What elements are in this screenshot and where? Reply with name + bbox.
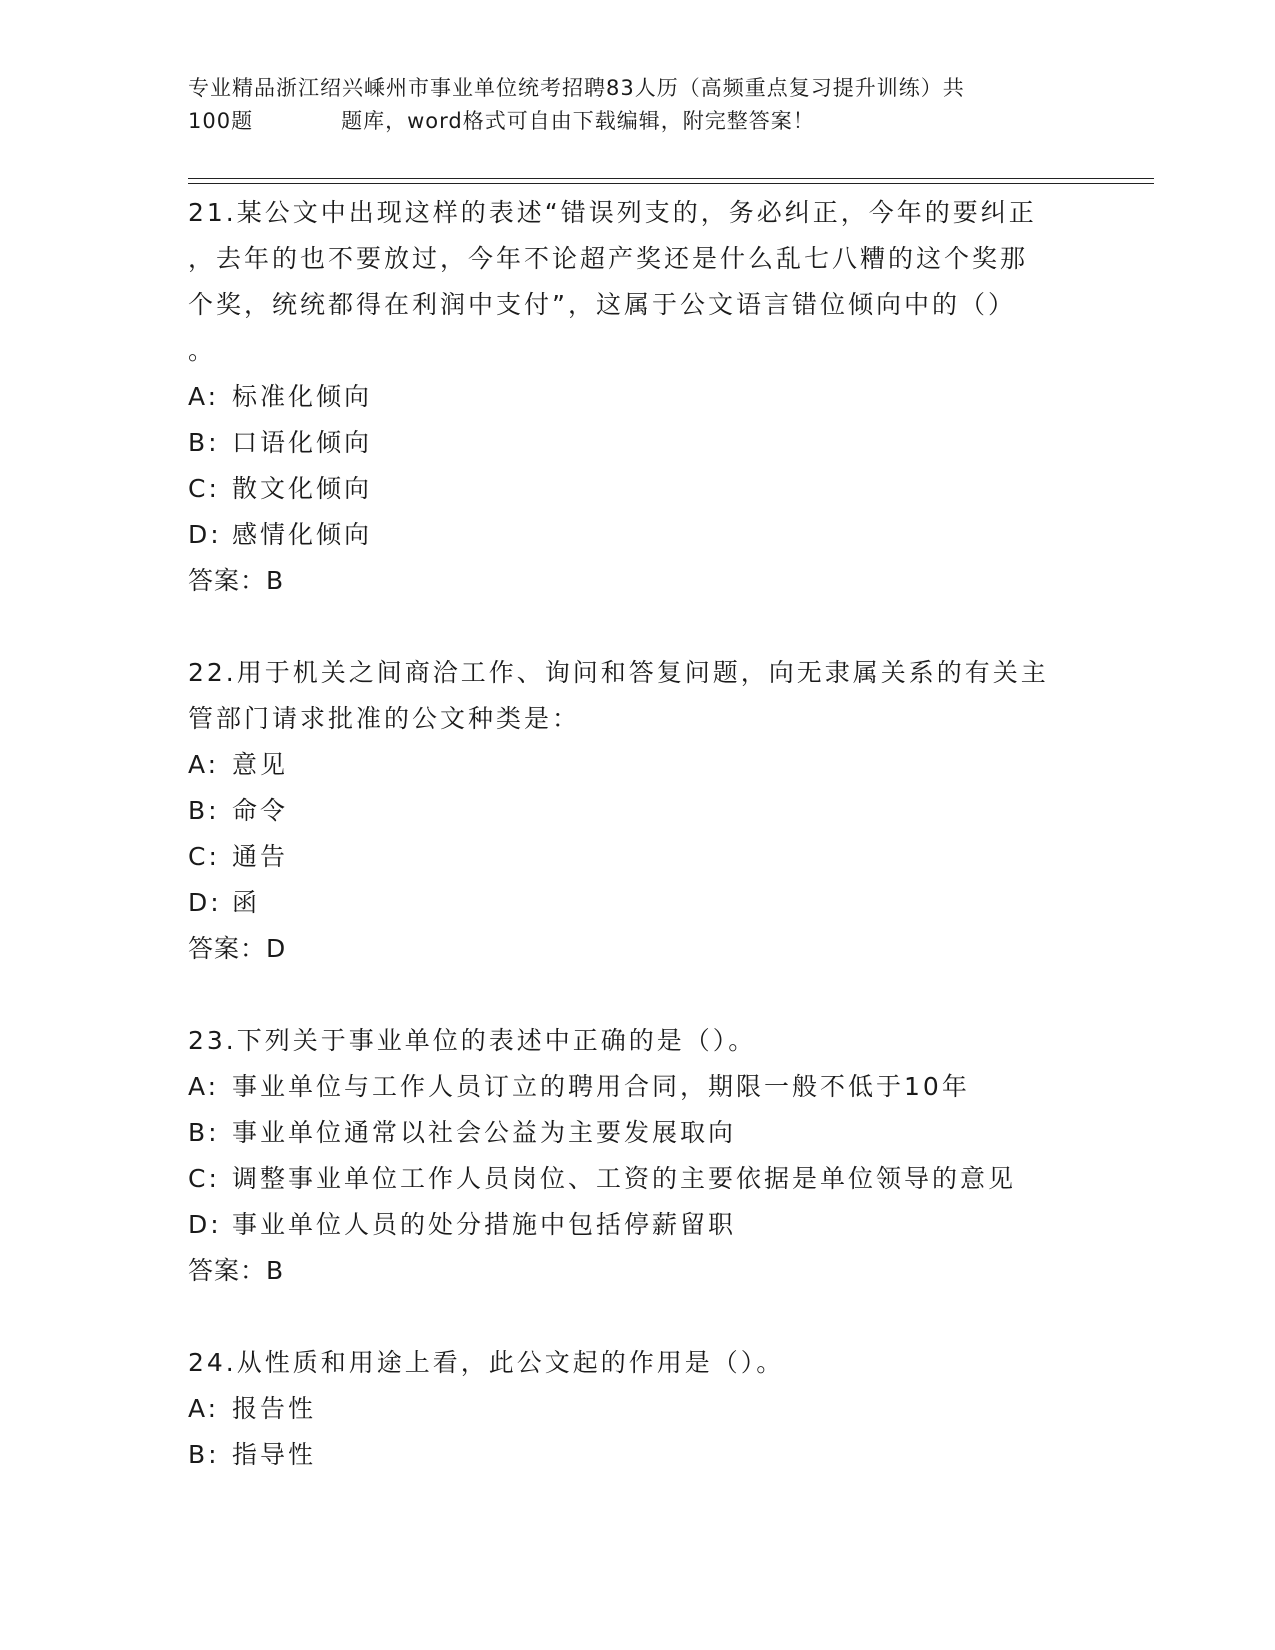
stem-line: 个奖，统统都得在利润中支付”，这属于公文语言错位倾向中的（） <box>188 290 1016 319</box>
option-text: 指导性 <box>232 1440 317 1469</box>
option-letter: B: <box>188 796 220 825</box>
option-b <box>188 788 1088 834</box>
option-text: 报告性 <box>232 1394 317 1423</box>
option-letter: D: <box>188 520 222 549</box>
option-text: 事业单位人员的处分措施中包括停薪留职 <box>232 1210 737 1239</box>
answer-line: 答案：D <box>188 934 287 963</box>
stem-line: 23.下列关于事业单位的表述中正确的是（）。 <box>188 1026 757 1055</box>
option-d <box>188 880 1088 926</box>
stem-line: 管部门请求批准的公文种类是： <box>188 704 581 733</box>
option-c <box>188 466 1088 512</box>
option-b <box>188 1432 1088 1478</box>
option-b <box>188 1110 1088 1156</box>
option-text: 感情化倾向 <box>232 520 373 549</box>
stem-line: 21.某公文中出现这样的表述“错误列支的，务必纠正，今年的要纠正 <box>188 198 1037 227</box>
stem-line: ，去年的也不要放过，今年不论超产奖还是什么乱七八糟的这个奖那 <box>188 244 1029 273</box>
option-letter: C: <box>188 1164 220 1193</box>
option-letter: B: <box>188 428 220 457</box>
option-d <box>188 1202 1088 1248</box>
stem-line: 22.用于机关之间商洽工作、询问和答复问题，向无隶属关系的有关主 <box>188 658 1049 687</box>
option-letter: D: <box>188 1210 222 1239</box>
question-stem <box>188 190 1088 374</box>
document-header <box>188 72 1088 138</box>
header-line-1: 专业精品浙江绍兴嵊州市事业单位统考招聘83人历（高频重点复习提升训练）共 <box>188 76 965 100</box>
option-b <box>188 420 1088 466</box>
option-letter: C: <box>188 474 220 503</box>
option-text: 意见 <box>232 750 289 779</box>
option-letter: A: <box>188 382 220 411</box>
option-letter: A: <box>188 750 220 779</box>
option-letter: D: <box>188 888 222 917</box>
header-divider-bottom <box>188 183 1154 184</box>
option-a <box>188 742 1088 788</box>
question-22 <box>188 650 1088 972</box>
option-text: 函 <box>232 888 261 917</box>
header-line-2 <box>188 105 1088 138</box>
question-stem <box>188 1018 1088 1064</box>
stem-line: 24.从性质和用途上看，此公文起的作用是（）。 <box>188 1348 785 1377</box>
question-21 <box>188 190 1088 604</box>
option-letter: C: <box>188 842 220 871</box>
option-letter: B: <box>188 1118 220 1147</box>
question-stem <box>188 1340 1088 1386</box>
option-letter: A: <box>188 1072 220 1101</box>
answer-line: 答案：B <box>188 1256 285 1285</box>
option-letter: B: <box>188 1440 220 1469</box>
question-23 <box>188 1018 1088 1294</box>
option-text: 散文化倾向 <box>232 474 373 503</box>
question-list <box>188 190 1088 1524</box>
stem-line: 。 <box>188 336 217 365</box>
option-text: 口语化倾向 <box>232 428 373 457</box>
option-text: 通告 <box>232 842 289 871</box>
header-line-2-end: 题库，word格式可自由下载编辑，附完整答案！ <box>341 109 815 133</box>
option-text: 命令 <box>232 796 289 825</box>
option-text: 标准化倾向 <box>232 382 373 411</box>
option-text: 事业单位通常以社会公益为主要发展取向 <box>232 1118 737 1147</box>
question-24 <box>188 1340 1088 1478</box>
option-letter: A: <box>188 1394 220 1423</box>
header-line-2-start: 100题 <box>188 109 254 133</box>
option-a <box>188 1064 1088 1110</box>
option-text: 调整事业单位工作人员岗位、工资的主要依据是单位领导的意见 <box>232 1164 1017 1193</box>
option-d <box>188 512 1088 558</box>
option-c <box>188 834 1088 880</box>
option-c <box>188 1156 1088 1202</box>
option-text: 事业单位与工作人员订立的聘用合同，期限一般不低于10年 <box>232 1072 970 1101</box>
option-a <box>188 374 1088 420</box>
answer-line: 答案：B <box>188 566 285 595</box>
header-divider-top <box>188 178 1154 179</box>
option-a <box>188 1386 1088 1432</box>
question-stem <box>188 650 1088 742</box>
